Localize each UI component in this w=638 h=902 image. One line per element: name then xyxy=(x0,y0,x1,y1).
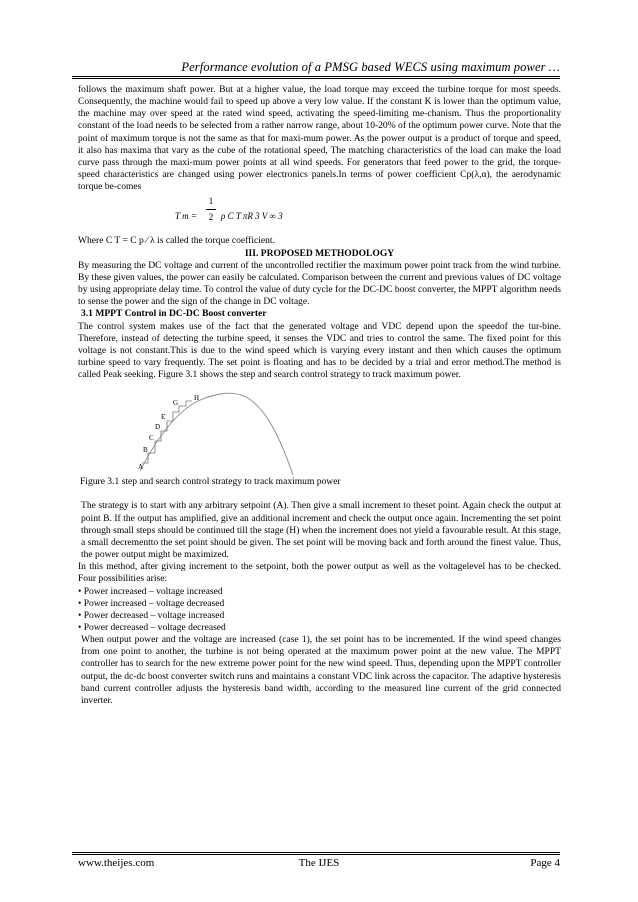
torque-equation xyxy=(78,195,561,235)
point-label-g: G xyxy=(173,399,179,408)
case-item: • Power decreased – voltage decreased xyxy=(78,622,226,633)
equation-lhs: T m = xyxy=(175,211,197,222)
footer-rule xyxy=(72,852,560,855)
point-label-c: C xyxy=(149,434,154,443)
fraction-denominator: 2 xyxy=(208,211,214,222)
fraction-bar xyxy=(206,209,216,210)
point-label-e: E xyxy=(161,413,166,422)
subsection-title: 3.1 MPPT Control in DC-DC Boost converter xyxy=(81,308,267,320)
paragraph-possibilities: In this method, after giving increment to the setpoint, both the power output as well as the voltagelevel has to be checked. Four possibilities arise: xyxy=(78,561,561,585)
running-header: Performance evolution of a PMSG based WECS using maximum power … xyxy=(181,60,560,74)
case-item: • Power increased – voltage increased xyxy=(78,585,223,597)
point-label-b: B xyxy=(143,446,148,455)
section-title: III. PROPOSED METHODOLOGY xyxy=(244,247,395,259)
page-body xyxy=(78,84,561,707)
point-label-a: A xyxy=(138,463,144,472)
footer-journal: The IJES xyxy=(298,857,340,869)
case-item: • Power decreased – voltage increased xyxy=(78,609,225,621)
power-curve xyxy=(140,393,293,475)
footer-page-number: Page 4 xyxy=(530,857,560,869)
figure-step-search xyxy=(78,381,561,476)
equation-rhs: ρ C T πR 3 V ∞ 3 xyxy=(221,211,283,222)
point-label-d: D xyxy=(155,423,161,432)
header-rule xyxy=(72,76,560,79)
case-item: • Power increased – voltage decreased xyxy=(78,597,225,609)
paragraph-methodology: By measuring the DC voltage and current of the uncontrolled rectifier the maximum power point track from the wind turbine. By these given values, the power can easily be calculated. Comparison between the current and previous values of DC voltage by using appropriate delay time. To control the value of duty cycle for the DC-DC boost converter, the MPPT algorithm needs to sense the power and the sign of the change in DC voltage. xyxy=(78,259,561,308)
torque-coefficient-definition: Where C T = C p ⁄ λ is called the torque coefficient. xyxy=(78,235,275,247)
paragraph-mppt: The control system makes use of the fact that the generated voltage and VDC depend upon the speedof the tur-bine. Therefore, instead of detecting the turbine speed, it senses the VDC and tries to control the same. The fixed point for this voltage is not constant.This is due to the wind speed which is varying every instant and then which causes the optimum turbine speed to vary frequently. The set point is floating and has to be decided by a trial and error method.The method is called Peak seeking. Figure 3.1 shows the step and search control strategy to track maximum power. xyxy=(78,320,561,381)
figure-caption: Figure 3.1 step and search control strategy to track maximum power xyxy=(80,476,341,488)
paragraph-controller: When output power and the voltage are increased (case 1), the set point has to be incremented. If the wind speed changes from one point to another, the turbine is not being operated at the maximum power point at the new value. The MPPT controller has to search for the new extreme power point for the new wind speed. Thus, depending upon the MPPT controller output, the dc-dc boost converter switch runs and maintains a constant VDC link across the capacitor. The adaptive hysteresis band current controller adjusts the hysteresis band width, according to the measured line current of the grid connected inverter. xyxy=(81,634,561,706)
paragraph-strategy: The strategy is to start with any arbitrary setpoint (A). Then give a small increment to theset point. Again check the output at point B. If the output has amplified, give an additional increment and check the output once again. Incrementing the set point through small steps should be continued till the stage (H) when the increment does not yield a favourable result. At this stage, a small decrementto the set point should be given. The set point will be moving back and forth around the finest value. Thus, the power output might be maximized. xyxy=(81,500,561,561)
paragraph-intro: follows the maximum shaft power. But at a higher value, the load torque may exceed the turbine torque for most speeds. Consequently, the machine would fail to speed up above a very low value. If the constant K is lower than the optimum value, the machine may over speed at the rated wind speed, activating the speed-limiting me-chanism. Thus the proportionality constant of the load needs to be selected from a rather narrow range, about 10-20% of the optimum power curve. Note that the point of maximum torque is not the same as that for maxi-mum power. As the power output is a product of torque and speed, it also has maxima that vary as the cube of the rotational speed, The matching characteristics of the load can make the load curve pass through the maxi-mum power points at all wind speeds. For generators that feed power to the grid, the torque-speed characteristics are changed using power electronics panels.In terms of power coefficient Cp(λ,α), the aerodynamic torque be-comes xyxy=(78,84,561,193)
footer-website-link[interactable]: www.theijes.com xyxy=(78,857,155,869)
fraction-numerator: 1 xyxy=(208,196,214,207)
step-search-diagram xyxy=(128,381,328,476)
point-label-h: H xyxy=(194,394,200,403)
equation-fraction xyxy=(206,195,216,222)
